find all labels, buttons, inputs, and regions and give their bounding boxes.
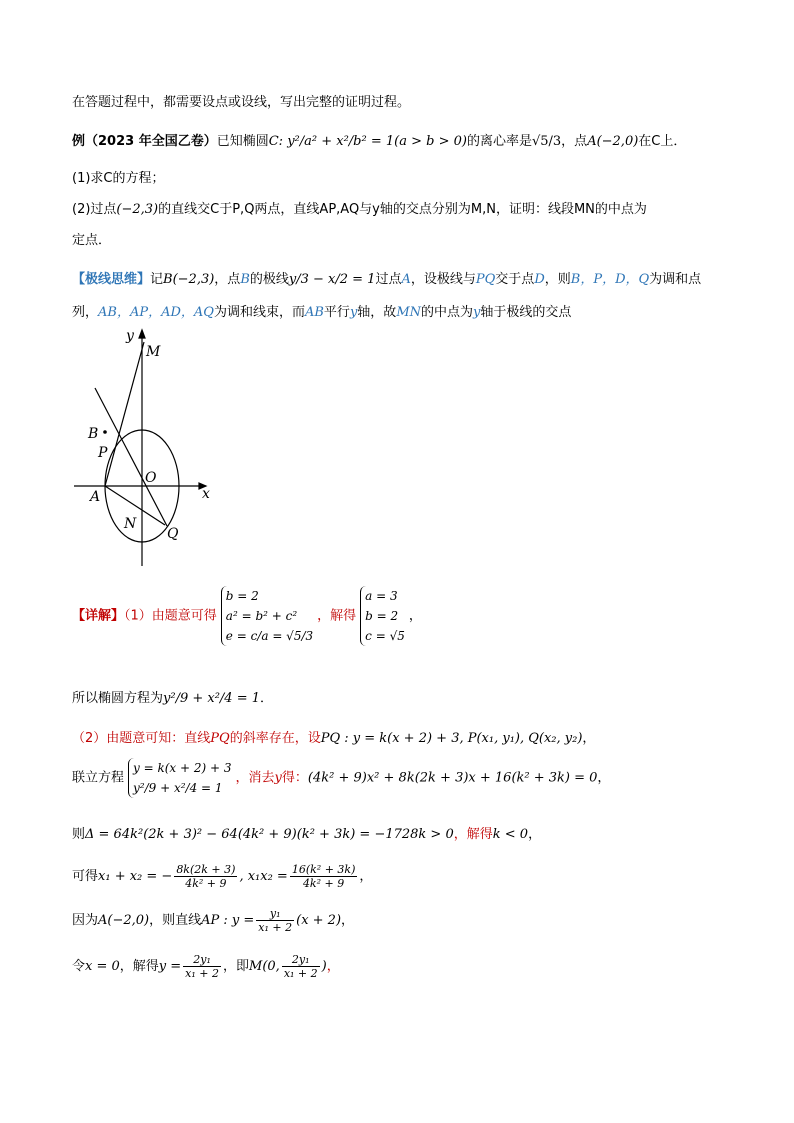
text: ， (408, 608, 422, 624)
fraction (174, 863, 237, 890)
k-condition: k < 0 (492, 827, 529, 842)
label-a: A (90, 489, 101, 505)
text: 联立方程 (72, 770, 125, 786)
denominator: x₁ + 2 (185, 967, 219, 980)
label-y: y (126, 328, 134, 344)
label-x: x (202, 486, 210, 502)
text: (2)过点 (72, 202, 117, 217)
label-pq: PQ (210, 731, 230, 746)
discriminant: Δ = 64k²(2k + 3)² − 64(4k² + 9)(k² + 3k) = −1728k > 0 (85, 827, 454, 842)
system-given (221, 586, 313, 646)
text: 令 (72, 959, 86, 974)
label-p: P (98, 445, 108, 461)
denominator: x₁ + 2 (283, 967, 318, 980)
text: ， (597, 770, 611, 786)
solution-2-line-3 (72, 826, 541, 844)
text: ，点 (561, 134, 588, 149)
point-m-end: ) (321, 959, 327, 974)
equation: a = 3 (365, 589, 398, 603)
text: （2）由题意可知：直线 (72, 731, 211, 746)
text: 记 (150, 272, 164, 287)
solution-ellipse (72, 690, 273, 708)
point-b-dot (103, 430, 107, 434)
solution-2-line-6 (72, 952, 340, 982)
question-2-cont: 定点． (72, 233, 112, 248)
text: 在C上． (638, 134, 687, 149)
text: ， (359, 869, 373, 884)
system-solved (360, 586, 405, 646)
text: ，设极线与 (410, 272, 476, 287)
text: ， (341, 913, 355, 928)
text: 已知椭圆 (216, 134, 269, 149)
label-d: D (534, 272, 545, 287)
text: 的极线 (249, 272, 289, 287)
x-zero: x = 0 (85, 959, 120, 974)
fraction (282, 953, 320, 980)
fraction (290, 863, 358, 890)
numerator: 2y₁ (183, 953, 221, 967)
numerator: 8k(2k + 3) (176, 863, 236, 876)
text: 交于点 (495, 272, 535, 287)
text: 的中点为 (421, 305, 474, 320)
label-mn: MN (396, 305, 421, 320)
equation: a² = b² + c² (225, 609, 298, 623)
text: 为调和线束，而 (213, 305, 305, 320)
numerator: 2y₁ (282, 953, 320, 967)
text: 的斜率存在，设 (229, 731, 321, 746)
text: ． (260, 691, 274, 706)
thinking-line-2 (72, 304, 571, 322)
text: ，解得 (453, 827, 493, 842)
line-am (105, 342, 144, 486)
sum-roots: x₁ + x₂ = − (98, 869, 173, 884)
text: ，解得 (317, 608, 357, 624)
text: ，消去 (235, 770, 275, 786)
ellipse-result: y²/9 + x²/4 = 1 (163, 691, 261, 706)
text: 过点 (375, 272, 402, 287)
text: ，点 (214, 272, 241, 287)
text: 轴，故 (357, 305, 397, 320)
text: 的直线交C于P,Q两点，直线AP,AQ与y轴的交点分别为M,N，证明：线段MN的中点为 (158, 202, 647, 217)
solution-1 (72, 586, 422, 646)
point-a: A(−2,0) (98, 913, 150, 928)
equation: y²/9 + x²/4 = 1 (133, 781, 223, 795)
solution-2-line-2 (72, 758, 610, 798)
y-axis-arrow (139, 330, 145, 338)
denominator: 4k² + 9 (302, 877, 345, 890)
quadratic-equation: (4k² + 9)x² + 8k(2k + 3)x + 16(k² + 3k) = 0 (307, 770, 598, 786)
equation: b = 2 (365, 609, 399, 623)
text: 轴于极线的交点 (480, 305, 572, 320)
intro-text: 在答题过程中，都需要设点或设线，写出完整的证明过程。 (72, 95, 411, 110)
label-n: N (124, 516, 137, 532)
text: ，即 (223, 959, 250, 974)
text: ，解得 (119, 959, 159, 974)
polar-equation: y/3 − x/2 = 1 (288, 272, 376, 287)
text: 列， (72, 305, 99, 320)
harmonic-lines: AB，AP，AD，AQ (98, 305, 214, 320)
equation: y = k(x + 2) + 3 (133, 761, 232, 775)
question-1: (1)求C的方程； (72, 171, 165, 186)
product-roots: , x₁x₂ = (239, 869, 288, 884)
fraction (256, 907, 294, 934)
numerator: y₁ (256, 907, 294, 921)
solution-2-line-4 (72, 862, 372, 892)
example-statement (72, 133, 686, 151)
point-b: B(−2,3) (163, 272, 215, 287)
text: 的离心率是 (466, 134, 532, 149)
label-a: A (401, 272, 411, 287)
text: 为调和点 (649, 272, 702, 287)
label-b: B (240, 272, 250, 287)
equation: c = √5 (365, 629, 405, 643)
label-pq: PQ (475, 272, 496, 287)
var-y: y (274, 770, 282, 786)
label-o: O (145, 470, 157, 486)
solution-2-line-5 (72, 906, 354, 936)
text: ， (528, 827, 542, 842)
solution-2-line-1 (72, 730, 595, 748)
harmonic-points: B，P，D，Q (570, 272, 650, 287)
text: 可得 (72, 869, 99, 884)
thinking-line-1 (72, 271, 701, 289)
solution-tag: 【详解】 (72, 608, 125, 624)
factor: (x + 2) (296, 913, 342, 928)
example-label: 例（2023 年全国乙卷） (72, 134, 217, 149)
line-ap: AP : y = (201, 913, 255, 928)
text: 所以椭圆方程为 (72, 691, 164, 706)
text: 平行 (323, 305, 350, 320)
text: 因为 (72, 913, 99, 928)
point-m: M(0, (249, 959, 280, 974)
label-y: y (473, 305, 481, 320)
text: ， (582, 731, 596, 746)
label-y: y (349, 305, 358, 320)
line-equation: PQ : y = k(x + 2) + 3, P(x₁, y₁), Q(x₂, y₂) (320, 731, 583, 746)
y-value: y = (158, 959, 182, 974)
question-2 (72, 201, 647, 219)
numerator: 16(k² + 3k) (291, 863, 356, 876)
text: （1）由题意可得 (124, 608, 217, 624)
denominator: 4k² + 9 (185, 877, 227, 890)
label-q: Q (167, 526, 179, 542)
text: 则 (72, 827, 86, 842)
text: ， (326, 959, 340, 974)
eccentricity: √5/3 (531, 134, 562, 149)
point-a: A(−2,0) (587, 134, 639, 149)
denominator: x₁ + 2 (258, 921, 293, 934)
equation: e = c/a = √5/3 (225, 629, 314, 643)
text: ，则 (544, 272, 571, 287)
label-ab: AB (304, 305, 324, 320)
label-b: B (88, 426, 99, 442)
label-m: M (146, 344, 161, 360)
ellipse-figure (70, 326, 230, 570)
thinking-tag: 【极线思维】 (72, 272, 151, 287)
system-joint (128, 758, 232, 798)
equation: b = 2 (225, 589, 259, 603)
ellipse-equation: C: y²/a² + x²/b² = 1(a > b > 0) (268, 134, 467, 149)
fraction (183, 953, 221, 980)
text: ，则直线 (149, 913, 202, 928)
point-b: (−2,3) (116, 202, 159, 217)
text: 得： (281, 770, 308, 786)
